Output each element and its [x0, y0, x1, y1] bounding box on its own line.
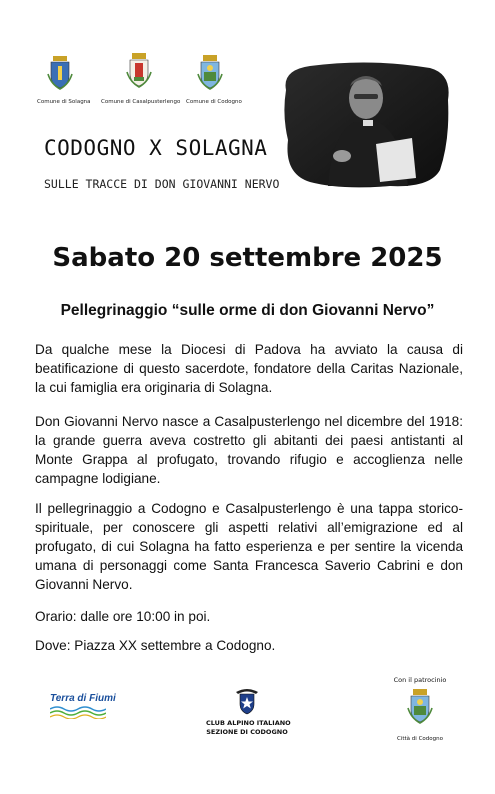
patronage-city: Città di Codogno	[397, 736, 443, 742]
cai-section: SEZIONE DI CODOGNO	[206, 728, 288, 736]
cai-emblem-icon	[232, 684, 262, 716]
codogno-patronage-crest-icon	[405, 688, 435, 724]
portrait-photo	[280, 60, 452, 190]
event-heading: Pellegrinaggio “sulle orme di don Giovanni Nervo”	[60, 302, 435, 319]
crest-label-codogno: Comune di Codogno	[186, 99, 242, 105]
cai-logo	[232, 684, 262, 716]
patronage-crest	[405, 688, 435, 728]
cai-name: CLUB ALPINO ITALIANO	[206, 719, 291, 727]
schedule-text: Orario: dalle ore 10:00 in poi.	[35, 609, 211, 624]
crest-label-solagna: Comune di Solagna	[37, 99, 91, 105]
casalpusterlengo-coat-of-arms-icon	[124, 52, 154, 88]
paragraph-birth: Don Giovanni Nervo nasce a Casalpusterlengo nel dicembre del 1918: la grande guerra aveva costretto gli abitanti dei paesi antistanti al Monte Grappa al profugato, trovando rifugio e accoglienza nelle campagne lodigiane.	[35, 414, 463, 486]
casalpusterlengo-crest	[124, 52, 154, 92]
crest-label-casalpusterlengo: Comune di Casalpusterlengo	[101, 99, 181, 105]
terra-di-fiumi-wordmark: Terra di Fiumi	[50, 693, 116, 704]
patronage-label: Con il patrocinio	[393, 676, 447, 684]
paragraph-pilgrimage: Il pellegrinaggio a Codogno e Casalpusterlengo è una tappa storico-spirituale, per conoscere gli aspetti relativi all’emigrazione ed al profugato, di cui Solagna ha fatto esperienza e per sentire la vicenda umana di personaggi come Santa Francesca Saverio Cabrini e don Giovanni Nervo.	[35, 501, 463, 592]
solagna-crest	[45, 54, 75, 94]
terra-di-fiumi-logo	[50, 693, 116, 729]
codogno-crest	[195, 54, 225, 94]
solagna-coat-of-arms-icon	[45, 54, 75, 90]
date-heading: Sabato 20 settembre 2025	[52, 243, 443, 273]
codogno-coat-of-arms-icon	[195, 54, 225, 90]
paragraph-beatification: Da qualche mese la Diocesi di Padova ha avviato la causa di beatificazione di questo sacerdote, fondatore della Caritas Nazionale, la cui famiglia era originaria di Solagna.	[35, 342, 463, 395]
subtitle: SULLE TRACCE DI DON GIOVANNI NERVO	[44, 177, 280, 191]
portrait-image	[280, 60, 452, 190]
location-text: Dove: Piazza XX settembre a Codogno.	[35, 638, 276, 653]
river-waves-icon	[50, 705, 106, 719]
main-title: CODOGNO X SOLAGNA	[44, 136, 268, 160]
